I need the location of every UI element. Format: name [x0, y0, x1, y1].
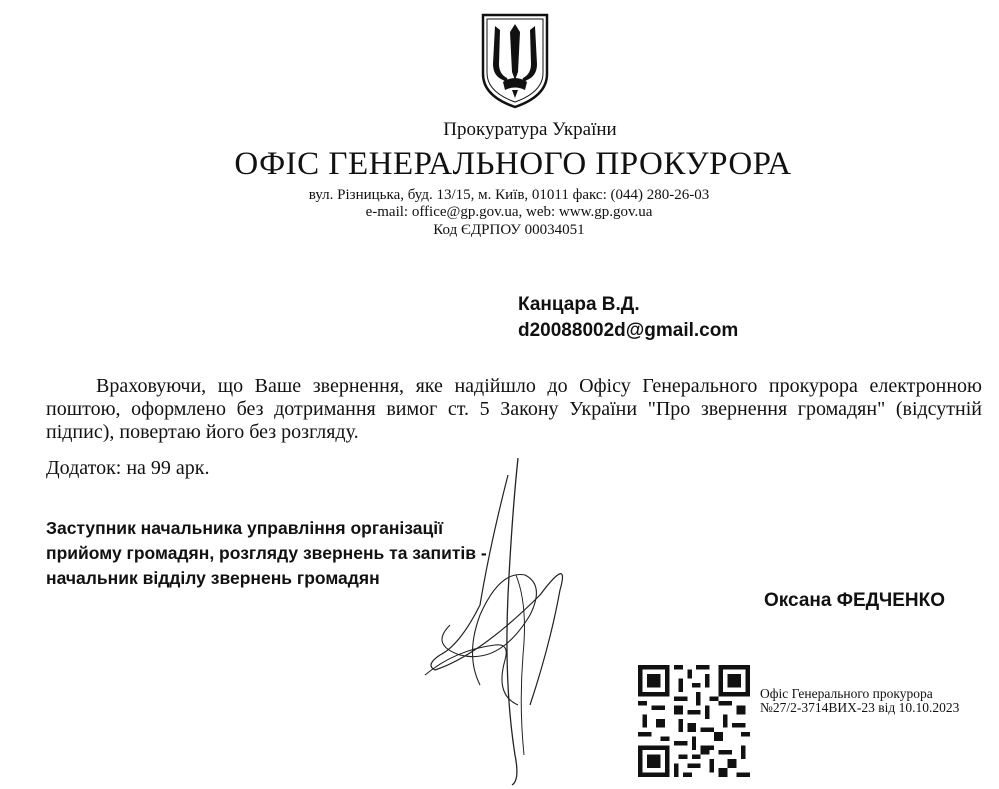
- org-title: ОФІС ГЕНЕРАЛЬНОГО ПРОКУРОРА: [234, 146, 792, 182]
- address-line: вул. Різницька, буд. 13/15, м. Київ, 01011 факс: (044) 280-26-03: [308, 187, 710, 203]
- recipient-email: d20088002d@gmail.com: [518, 320, 739, 341]
- attachment-note: Додаток: на 99 арк.: [46, 457, 210, 479]
- signer-name: Оксана ФЕДЧЕНКО: [764, 590, 946, 611]
- registration-office: Офіс Генерального прокурора: [760, 686, 933, 701]
- signer-position: Заступник начальника управління організації прийому громадян, розгляду звернень та запитів - начальник відділу звернень громадян: [46, 518, 487, 588]
- contact-line: e-mail: office@gp.gov.ua, web: www.gp.gov.ua: [365, 204, 653, 220]
- recipient-block: [518, 292, 738, 344]
- registration-number: №27/2-3714ВИХ-23 від 10.10.2023: [760, 700, 960, 715]
- trident-coat-of-arms-icon: [479, 12, 551, 110]
- qr-code-icon: [638, 665, 750, 777]
- handwritten-signature-icon: [420, 455, 580, 789]
- org-subtitle: Прокуратура України: [443, 119, 617, 140]
- edrpou-code-line: Код ЄДРПОУ 00034051: [433, 222, 585, 238]
- recipient-name: Канцара В.Д.: [518, 294, 640, 315]
- letter-body: Враховуючи, що Ваше звернення, яке надійшло до Офісу Генерального прокурора електронною поштою, оформлено без дотримання вимог ст. 5 Закону України "Про звернення громадян" (відсутній підпис), повертаю його без розгляду.: [46, 375, 982, 443]
